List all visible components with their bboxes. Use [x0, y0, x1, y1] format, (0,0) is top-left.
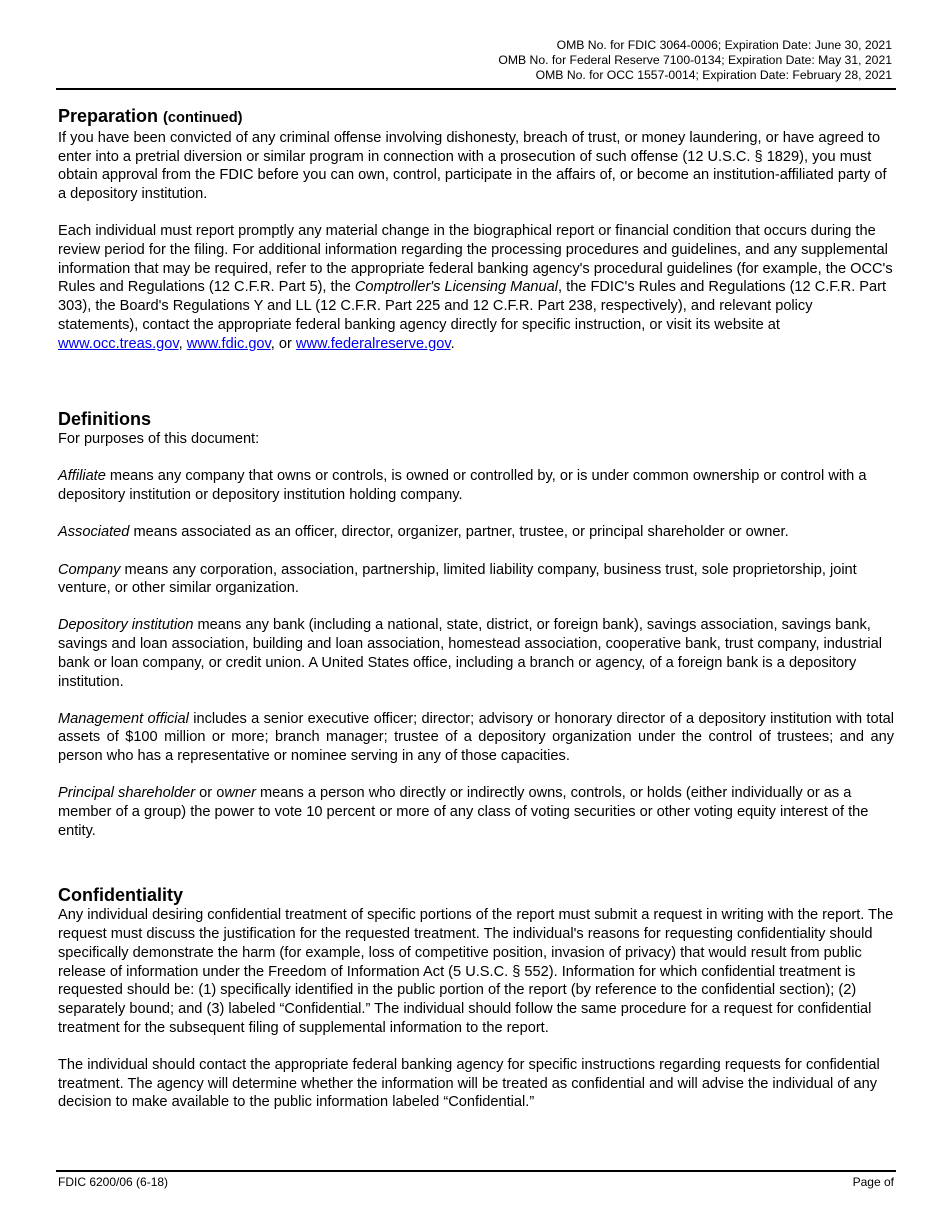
omb-line-frb: OMB No. for Federal Reserve 7100-0134; Expiration Date: May 31, 2021 — [498, 53, 892, 67]
definition-text: includes a senior executive officer; director; advisory or honorary director of a depository institution with total assets of $100 million or more; branch manager; trustee of a depository organization under the control of trustees; and any person who has a representative or nominee serving in any of those capacities. — [58, 710, 894, 765]
omb-header — [292, 38, 892, 83]
licensing-manual-title: Comptroller's Licensing Manual — [354, 279, 559, 296]
definition-text: means a person who directly or indirectly owns, controls, or holds (either individually or as a member of a group) the power to vote 10 percent or more of any class of voting securities or other voting equity interest of the entity. — [58, 785, 869, 839]
preparation-heading-suffix: (continued) — [163, 110, 243, 126]
definition-principal-shareholder — [58, 784, 894, 840]
link-separator: , or — [270, 335, 296, 352]
page-number: Page of — [852, 1175, 894, 1189]
preparation-paragraph-1: If you have been convicted of any criminal offense involving dishonesty, breach of trust, or money laundering, or have agreed to enter into a pretrial diversion or similar program in connection with a prosecution of such offense (12 U.S.C. § 1829), you must obtain approval from the FDIC before you can own, control, participate in the affairs of, or become an institution-affiliated party of a depository institution. — [58, 130, 887, 203]
preparation-p2-text-a: Each individual must report promptly any material change in the biographical report or financial condition that occurs during the review period for the filing. For additional information regarding the processing procedures and guidelines, and any supplemental information that may be required, refer to the appropriate federal banking agency's procedural guidelines (for example, the OCC's Rules and Regulations (12 C.F.R. Part 5), the — [58, 223, 893, 296]
definition-depository-institution — [58, 616, 894, 691]
confidentiality-heading: Confidentiality — [58, 885, 183, 906]
preparation-p2-text-b: , the FDIC's Rules and Regulations (12 C.F.R. Part 303), the Board's Regulations Y and LL (12 C.F.R. Part 225 and 12 C.F.R. Part 238, respectively), and relevant policy statements), contact the appropriate federal banking agency directly for specific instruction, or visit its website at — [58, 279, 887, 333]
occ-website-link[interactable]: www.occ.treas.gov — [58, 335, 179, 352]
term-affiliate: Affiliate — [58, 468, 106, 485]
definition-company — [58, 561, 894, 598]
omb-line-occ: OMB No. for OCC 1557-0014; Expiration Date: February 28, 2021 — [535, 68, 892, 82]
form-number: FDIC 6200/06 (6-18) — [58, 1175, 169, 1189]
definition-text: means associated as an officer, director, organizer, partner, trustee, or principal shareholder or owner. — [129, 524, 789, 541]
term-management-official: Management official — [58, 710, 189, 727]
term-depository-institution: Depository institution — [58, 617, 194, 634]
definition-text: means any corporation, association, partnership, limited liability company, business trust, sole proprietorship, joint venture, or other similar organization. — [58, 561, 857, 597]
definition-associated — [58, 523, 894, 542]
preparation-heading-text: Preparation — [58, 106, 159, 126]
document-body — [58, 105, 894, 1112]
definition-connector: or o — [195, 785, 225, 802]
omb-line-fdic: OMB No. for FDIC 3064-0006; Expiration Date: June 30, 2021 — [556, 38, 892, 52]
link-separator: , — [178, 335, 187, 352]
sentence-end: . — [450, 335, 455, 352]
confidentiality-paragraph-1: Any individual desiring confidential treatment of specific portions of the report must submit a request in writing with the report. The request must discuss the justification for the requested treatment. The individual's reasons for requesting confidentiality should specifically demonstrate the harm (for example, loss of competitive position, invasion of privacy) that would result from public release of information under the Freedom of Information Act (5 U.S.C. § 552). Information for which confidential treatment is requested should be: (1) specifically identified in the public portion of the report (by reference to the confidential section); (2) separately bound; and (3) labeled “Confidential.” The individual should follow the same procedure for a request for confidential treatment for the subsequent filing of supplemental information to the report. — [58, 907, 894, 1036]
definition-management-official — [58, 710, 894, 766]
definitions-heading: Definitions — [58, 409, 151, 430]
footer-divider — [56, 1170, 896, 1172]
preparation-paragraph-2 — [58, 222, 894, 353]
term-associated: Associated — [58, 524, 130, 541]
term-company: Company — [58, 561, 121, 578]
confidentiality-paragraph-2: The individual should contact the appropriate federal banking agency for specific instructions regarding requests for confidential treatment. The agency will determine whether the information will be treated as confidential and will advise the individual of any decision to make available to the public information labeled “Confidential.” — [58, 1056, 880, 1111]
term-principal-shareholder: Principal shareholder — [58, 785, 196, 802]
definition-text: means any bank (including a national, state, district, or foreign bank), savings association, savings bank, savings and loan association, building and loan association, homestead association, cooperative bank, trust company, industrial bank or loan company, or credit union. A United States office, including a branch or agency, of a foreign bank is a depository institution. — [58, 617, 882, 690]
fdic-website-link[interactable]: www.fdic.gov — [186, 335, 271, 352]
federal-reserve-website-link[interactable]: www.federalreserve.gov — [295, 335, 451, 352]
definitions-intro: For purposes of this document: — [58, 431, 260, 448]
term-owner: wner — [224, 785, 256, 802]
preparation-heading — [58, 105, 894, 129]
definition-affiliate — [58, 467, 894, 504]
definition-text: means any company that owns or controls, is owned or controlled by, or is under common ownership or control with a depository institution or depository institution holding company. — [58, 468, 867, 504]
header-divider — [56, 88, 896, 90]
